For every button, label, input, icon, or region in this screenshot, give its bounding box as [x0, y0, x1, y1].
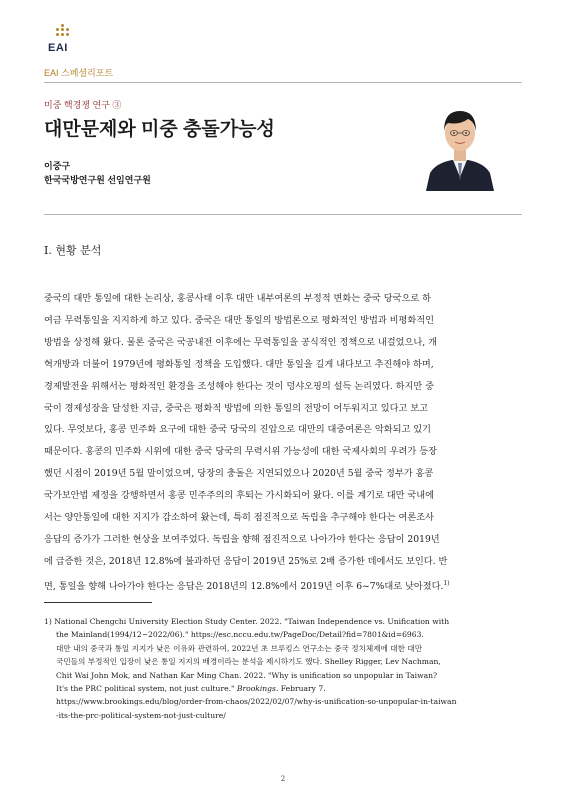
- footnote-line: 국민들의 부정적인 입장이 낮은 통일 지지의 배경이라는 분석을 제시하기도 했다. Shelley Rigger, Lev Nachman,: [56, 657, 441, 667]
- author-affiliation: 한국국방연구원 선임연구원: [44, 175, 151, 185]
- footnote-url[interactable]: https://www.brookings.edu/blog/order-from-chaos/2022/02/07/why-is-unification-so-unpopular-in-taiwan: [56, 697, 457, 707]
- report-title: 대만문제와 미중 충돌가능성: [44, 119, 275, 140]
- series-label: EAI 스페셜리포트: [44, 68, 114, 78]
- logo-text: EAI: [48, 42, 68, 54]
- body-line: 있다. 무엇보다, 홍콩 민주화 요구에 대한 중국 당국의 진압으로 대만의 대중여론은 악화되고 있기: [44, 424, 432, 436]
- body-line: 혁개방과 더불어 1979년에 평화통일 정책을 도입했다. 대만 통일을 길게 내다보고 추진해야 하며,: [44, 358, 434, 370]
- footnote: [44, 615, 514, 722]
- footnote-line: Chit Wai John Mok, and Nathan Kar Ming Chan. 2022. "Why is unification so unpopular in Taiwan?: [56, 670, 438, 680]
- footnote-url-cont[interactable]: -its-the-prc-political-system-not-just-culture/: [56, 710, 226, 720]
- body-line: 국이 경제성장을 달성한 지금, 중국은 평화적 방법에 의한 통일의 전망이 어두워지고 있다고 보고: [44, 402, 429, 414]
- footnote-line: the Mainland(1994/12~2022/06)." https://esc.nccu.edu.tw/PageDoc/Detail?fid=7801&id=6963.: [56, 630, 424, 640]
- top-divider: [44, 82, 522, 83]
- footnote-rule: [44, 602, 152, 603]
- body-line: 서는 양안통일에 대한 지지가 감소하여 왔는데, 특히 점진적으로 독립을 추구해야 한다는 여론조사: [44, 512, 435, 524]
- body-line: 국가보안법 제정을 강행하면서 홍콩 민주주의의 후퇴는 가시화되어 왔다. 이를 계기로 대만 국내에: [44, 490, 435, 502]
- eai-logo: [44, 28, 84, 58]
- body-line-last: 면, 통일을 향해 나아가야 한다는 응답은 2018년의 12.8%에서 2019년 이후 6~7%대로 낮아졌다.$^{1)}$: [44, 579, 450, 592]
- header-divider: [44, 214, 522, 215]
- logo-dots-icon: [56, 28, 72, 40]
- body-line: 중국의 대만 통일에 대한 논리상, 홍콩사태 이후 대만 내부여론의 부정적 변화는 중국 당국으로 하: [44, 293, 432, 304]
- footnote-line: 1) National Chengchi University Election Study Center. 2022. "Taiwan Independence vs. Unification with: [44, 617, 450, 626]
- body-line: 응답의 증가가 그러한 현상을 보여주었다. 독립을 향해 점진적으로 나아가야 한다는 응답이 2019년: [44, 533, 440, 545]
- footnote-source: Brookings: [236, 684, 276, 694]
- body-line: 때문이다. 홍콩의 민주화 시위에 대한 중국 당국의 무력시위 가능성에 대한 국제사회의 우려가 등장: [44, 446, 437, 458]
- footnote-ref[interactable]: 1): [443, 579, 450, 587]
- author-portrait-icon: [422, 97, 498, 191]
- body-line: 여금 무력통일을 지지하게 하고 있다. 중국은 대만 통일의 방법론으로 평화적인 방법과 비평화적인: [44, 314, 435, 326]
- body-line: 방법을 상정해 왔다. 물론 중국은 국공내전 이후에는 무력통일을 공식적인 정책으로 내걸었으나, 개: [44, 336, 437, 348]
- section-heading: Ⅰ. 현황 분석: [44, 244, 102, 257]
- body-line: 했던 시점이 2019년 5월 말이었으며, 당장의 충돌은 지연되었으나 2020년 5월 중국 정부가 홍콩: [44, 468, 434, 480]
- footnote-line: 대만 내의 중국과 통일 지지가 낮은 이유와 관련하여, 2022년 초 브루킹스 연구소는 중국 정치체제에 대한 대만: [56, 643, 423, 653]
- footnote-line: It's the PRC political system, not just culture." Brookings. February 7.: [56, 684, 326, 694]
- body-line: 경제발전을 위해서는 평화적인 환경을 조성해야 한다는 것이 덩샤오핑의 설득 논리였다. 하지만 중: [44, 380, 435, 392]
- body-line: 에 급증한 것은, 2018년 12.8%에 불과하던 응답이 2019년 25%로 2배 증가한 데에서도 보인다. 반: [44, 555, 448, 567]
- author-photo: [422, 97, 498, 191]
- report-subtitle: 미중 핵경쟁 연구 ③: [44, 100, 122, 110]
- author-name: 이중구: [44, 161, 71, 171]
- footnote-marker: 1): [44, 617, 52, 626]
- body-paragraph: [44, 288, 503, 598]
- page-number: 2: [280, 775, 286, 783]
